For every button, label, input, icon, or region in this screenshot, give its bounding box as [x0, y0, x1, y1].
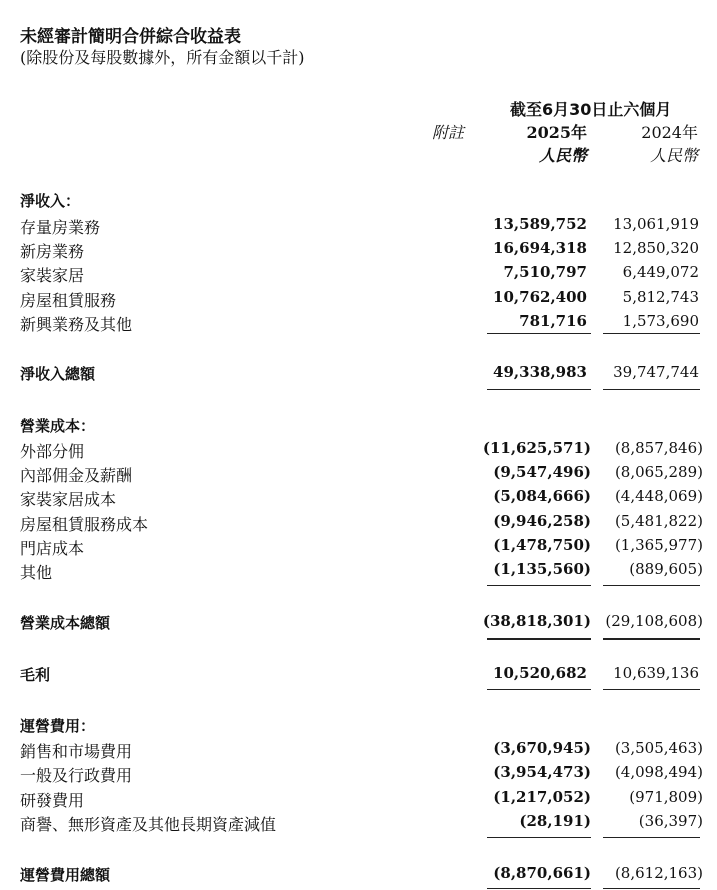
- prior-value: 13,061,919: [613, 215, 699, 233]
- current-value: (1,478,750): [493, 536, 591, 554]
- rule-line: [603, 333, 700, 334]
- section-header: [0, 715, 717, 739]
- total-row: [0, 612, 717, 636]
- current-value: 13,589,752: [493, 215, 587, 233]
- prior-value: 10,639,136: [613, 664, 699, 682]
- prior-value: (4,098,494): [614, 763, 703, 781]
- table-row: [0, 763, 717, 787]
- prior-currency-header: 人民幣: [649, 146, 698, 165]
- table-row: [0, 739, 717, 763]
- rule-line: [487, 585, 591, 586]
- row-label: 一般及行政費用: [20, 766, 133, 785]
- prior-value: (8,065,289): [614, 463, 703, 481]
- statement-title: 未經審計簡明合併綜合收益表: [20, 27, 241, 47]
- row-label: 商譽、無形資產及其他長期資產減值: [20, 815, 277, 834]
- row-label: 新興業務及其他: [20, 315, 133, 334]
- rule-line: [487, 333, 591, 334]
- table-row: [0, 215, 717, 239]
- section-header: [0, 415, 717, 439]
- prior-value: (8,857,846): [614, 439, 703, 457]
- row-label: 內部佣金及薪酬: [20, 466, 133, 485]
- table-row: [0, 239, 717, 263]
- current-value: 781,716: [519, 312, 587, 330]
- row-label: 淨收入：: [20, 192, 81, 210]
- period-header: 截至6月30日止六個月: [510, 100, 672, 119]
- rule-line: [603, 585, 700, 586]
- rule-line: [487, 837, 591, 838]
- prior-value: (8,612,163): [614, 864, 703, 882]
- rule-line: [603, 837, 700, 838]
- prior-value: (36,397): [638, 812, 703, 830]
- current-value: (1,135,560): [493, 560, 591, 578]
- current-value: (5,084,666): [493, 487, 591, 505]
- prior-value: 6,449,072: [622, 263, 699, 281]
- total-row: [0, 363, 717, 387]
- row-label: 研發費用: [20, 791, 85, 810]
- prior-value: (971,809): [629, 788, 703, 806]
- current-value: (28,191): [519, 812, 591, 830]
- prior-value: (1,365,977): [614, 536, 703, 554]
- current-value: (38,818,301): [482, 612, 591, 630]
- row-label: 銷售和市場費用: [20, 742, 133, 761]
- current-value: (3,954,473): [493, 763, 591, 781]
- table-row: [0, 536, 717, 560]
- row-label: 運營費用：: [20, 717, 96, 735]
- current-value: 10,762,400: [493, 288, 587, 306]
- current-value: (8,870,661): [493, 864, 591, 882]
- prior-value: (29,108,608): [605, 612, 703, 630]
- table-row: [0, 439, 717, 463]
- statement-subtitle: (除股份及每股數據外，所有金額以千計): [20, 48, 305, 67]
- table-row: [0, 263, 717, 287]
- total-row: [0, 864, 717, 888]
- row-label: 房屋租賃服務成本: [20, 515, 149, 534]
- row-label: 毛利: [20, 666, 51, 684]
- current-value: (9,946,258): [493, 512, 591, 530]
- prior-value: 39,747,744: [613, 363, 699, 381]
- prior-value: 1,573,690: [622, 312, 699, 330]
- row-label: 家裝家居: [20, 266, 85, 285]
- table-row: [0, 288, 717, 312]
- rule-line: [487, 689, 591, 690]
- rule-line: [603, 389, 700, 390]
- rule-line: [487, 888, 591, 889]
- prior-year-header: 2024年: [641, 123, 698, 142]
- row-label: 運營費用總額: [20, 866, 111, 884]
- rule-line: [603, 638, 700, 639]
- row-label: 外部分佣: [20, 442, 85, 461]
- current-value: (1,217,052): [493, 788, 591, 806]
- rule-line: [487, 639, 591, 640]
- row-label: 門店成本: [20, 539, 85, 558]
- row-label: 房屋租賃服務: [20, 291, 117, 310]
- current-currency-header: 人民幣: [538, 146, 587, 165]
- row-label: 其他: [20, 563, 53, 582]
- table-row: [0, 463, 717, 487]
- rule-line: [603, 888, 700, 889]
- current-value: (3,670,945): [493, 739, 591, 757]
- table-row: [0, 560, 717, 584]
- current-year-header: 2025年: [526, 123, 587, 142]
- current-value: 10,520,682: [493, 664, 587, 682]
- row-label: 營業成本總額: [20, 614, 111, 632]
- current-value: (9,547,496): [493, 463, 591, 481]
- section-header: [0, 190, 717, 214]
- current-value: 16,694,318: [493, 239, 587, 257]
- prior-value: (3,505,463): [614, 739, 703, 757]
- note-column-header: 附註: [432, 123, 465, 142]
- prior-value: 12,850,320: [613, 239, 699, 257]
- row-label: 新房業務: [20, 242, 85, 261]
- rule-line: [603, 689, 700, 690]
- current-value: (11,625,571): [482, 439, 591, 457]
- prior-value: (5,481,822): [614, 512, 703, 530]
- row-label: 存量房業務: [20, 218, 101, 237]
- row-label: 營業成本：: [20, 417, 96, 435]
- current-value: 7,510,797: [503, 263, 587, 281]
- rule-line: [487, 638, 591, 639]
- rule-line: [603, 639, 700, 640]
- total-row: [0, 664, 717, 688]
- row-label: 淨收入總額: [20, 365, 96, 383]
- prior-value: (4,448,069): [614, 487, 703, 505]
- table-row: [0, 512, 717, 536]
- table-row: [0, 812, 717, 836]
- prior-value: (889,605): [629, 560, 703, 578]
- row-label: 家裝家居成本: [20, 490, 117, 509]
- prior-value: 5,812,743: [622, 288, 699, 306]
- rule-line: [487, 389, 591, 390]
- table-row: [0, 788, 717, 812]
- current-value: 49,338,983: [493, 363, 587, 381]
- table-row: [0, 487, 717, 511]
